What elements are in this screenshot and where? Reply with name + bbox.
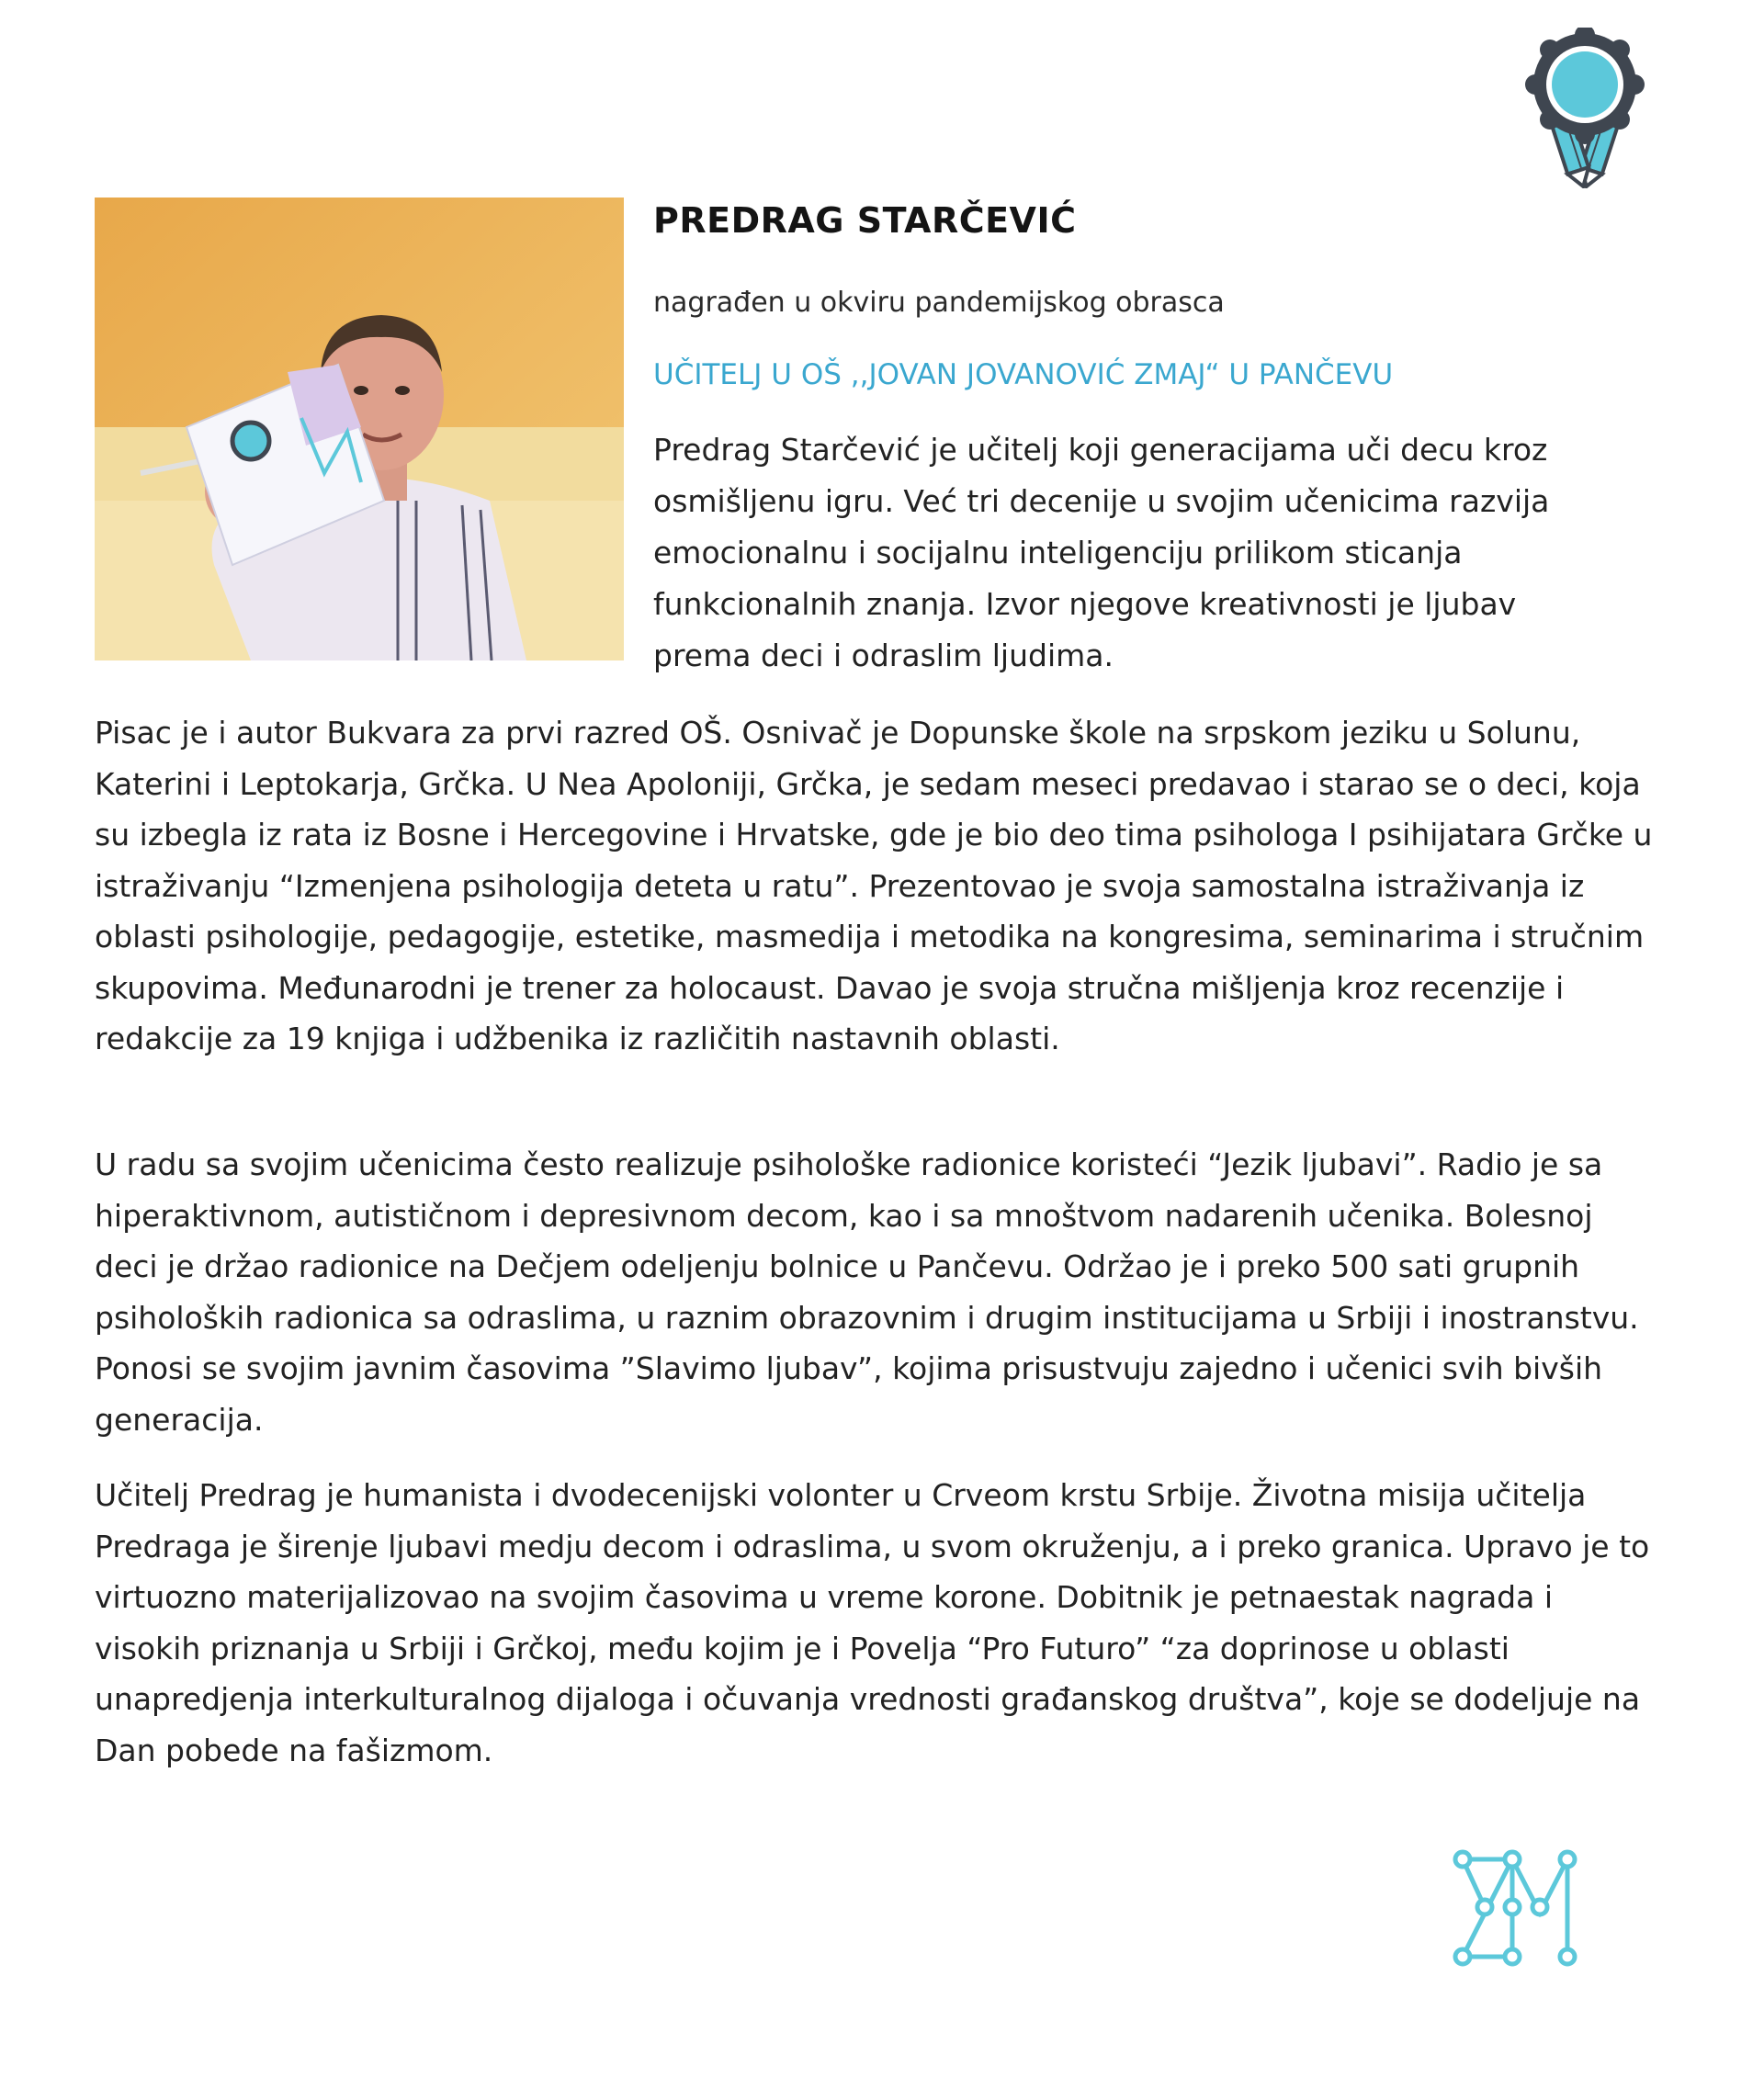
body-paragraph: Pisac je i autor Bukvara za prvi razred OŠ. Osnivač je Dopunske škole na srpskom jeziku u Solunu, Katerini i Leptokarja, Grčka. U Nea Apoloniji, Grčka, je sedam meseci predavao i starao se o deci, koja su izbegla iz rata iz Bosne i Hercegovine i Hrvatske, gde je bio deo tima psihologa I psihijatara Grčke u istraživanju “Izmenjena psihologija deteta u ratu”. Prezentovao je svoja samostalna istraživanja iz oblasti psihologije, pedagogije, estetike, masmedija i metodika na kongresima, seminarima i stručnim skupovima. Međunarodni je trener za holocaust. Davao je svoja stručna mišljenja kroz recenzije i redakcije za 19 knjiga i udžbenika iz različitih nastavnih oblasti. xyxy=(95,715,1653,1056)
body-paragraph: Učitelj Predrag je humanista i dvodecenijski volonter u Crveom krstu Srbije. Životna misija učitelja Predraga je širenje ljubavi medju decom i odraslima, u svom okruženju, a i preko granica. Upravo je to virtuozno materijalizovao na svojim časovima u vreme korone. Dobitnik je petnaestak nagrada i visokih priznanja u Srbiji i Grčkoj, među kojim je i Povelja “Pro Futuro” “za doprinose u oblasti unapredjenja interkulturalnog dijaloga i očuvanja vrednosti građanskog društva”, koje se dodeljuje na Dan pobede na fašizmom. xyxy=(95,1477,1650,1768)
body-paragraph: U radu sa svojim učenicima često realizuje psihološke radionice koristeći “Jezik ljubavi”. Radio je sa hiperaktivnom, autističnom i depresivnom decom, kao i sa mnoštvom nadarenih učenika. Bolesnoj deci je držao radionice na Dečjem odeljenju bolnice u Pančevu. Održao je i preko 500 sati grupnih psiholoških radionica sa odraslima, u raznim obrazovnim i drugim institucijama u Srbiji i inostranstvu. Ponosi se svojim javnim časovima ”Slavimo ljubav”, kojima prisustvuju zajedno i učenici svih bivših generacija. xyxy=(95,1146,1639,1438)
person-name: PREDRAG STARČEVIĆ xyxy=(653,200,1077,241)
award-subtitle: nagrađen u okviru pandemijskog obrasca xyxy=(653,287,1225,319)
award-badge-icon xyxy=(1525,28,1645,188)
zm-logo-icon xyxy=(1450,1848,1578,1968)
intro-paragraph: Predrag Starčević je učitelj koji generacijama uči decu kroz osmišljenu igru. Već tri decenije u svojim učenicima razvija emocionalnu i socijalnu inteligenciju prilikom sticanja funkcionalnih znanja. Izvor njegove kreativnosti je ljubav prema deci i odraslim ljudima. xyxy=(653,432,1550,673)
role-heading: UČITELJ U OŠ ,,JOVAN JOVANOVIĆ ZMAJ“ U PANČEVU xyxy=(653,358,1394,391)
teacher-photo xyxy=(95,198,624,660)
